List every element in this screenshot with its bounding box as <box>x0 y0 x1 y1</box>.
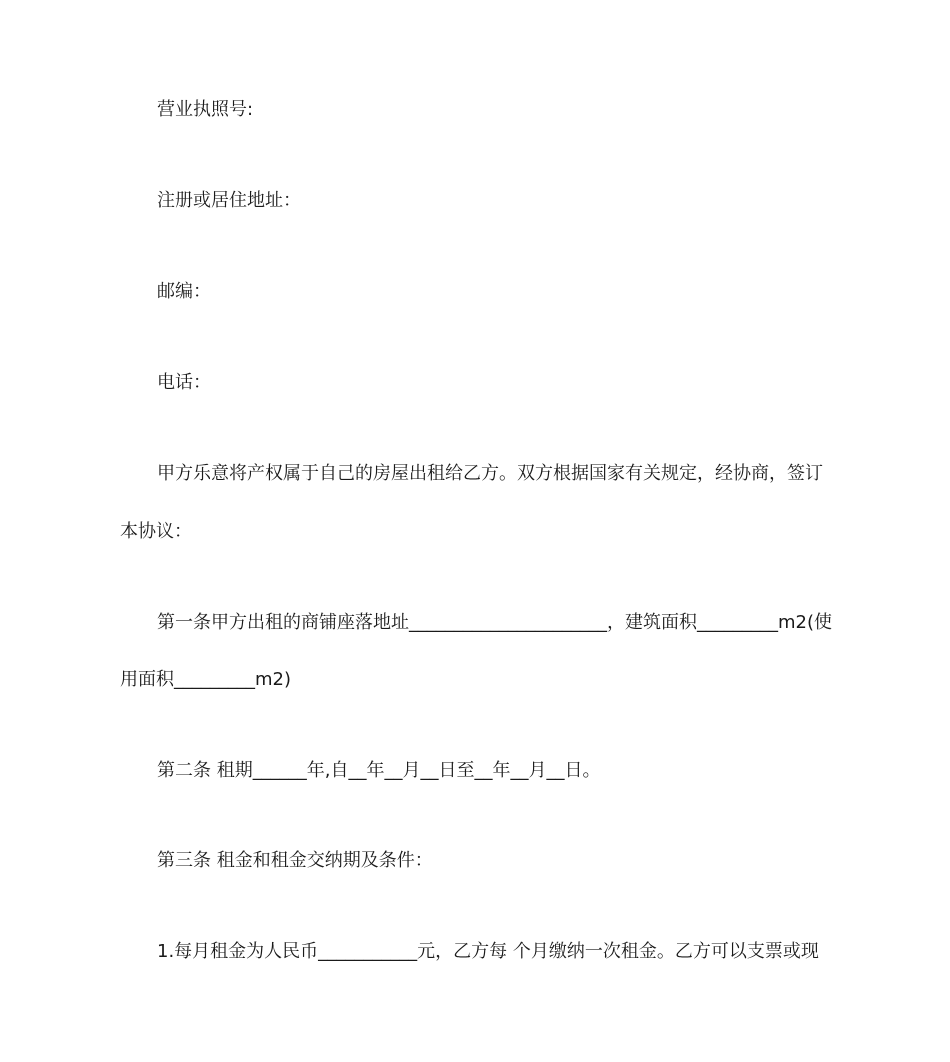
paragraph-intro-line2: 本协议： <box>120 521 192 542</box>
article-1-line1: 第一条甲方出租的商铺座落地址______________________，建筑面积_________m2(使 <box>157 612 833 633</box>
article-2: 第二条 租期______年,自__年__月__日至__年__月__日。 <box>157 760 601 781</box>
paragraph-intro-line1: 甲方乐意将产权属于自己的房屋出租给乙方。双方根据国家有关规定，经协商，签订 <box>157 463 823 484</box>
phone-label: 电话： <box>157 372 211 393</box>
article-1-line2: 用面积_________m2) <box>120 669 292 690</box>
article-3-heading: 第三条 租金和租金交纳期及条件： <box>157 850 433 871</box>
business-license-label: 营业执照号: <box>157 99 254 120</box>
address-label: 注册或居住地址： <box>157 190 301 211</box>
article-3-item-1: 1.每月租金为人民币___________元，乙方每 个月缴纳一次租金。乙方可以支票或现 <box>157 941 819 962</box>
postcode-label: 邮编： <box>157 281 211 302</box>
